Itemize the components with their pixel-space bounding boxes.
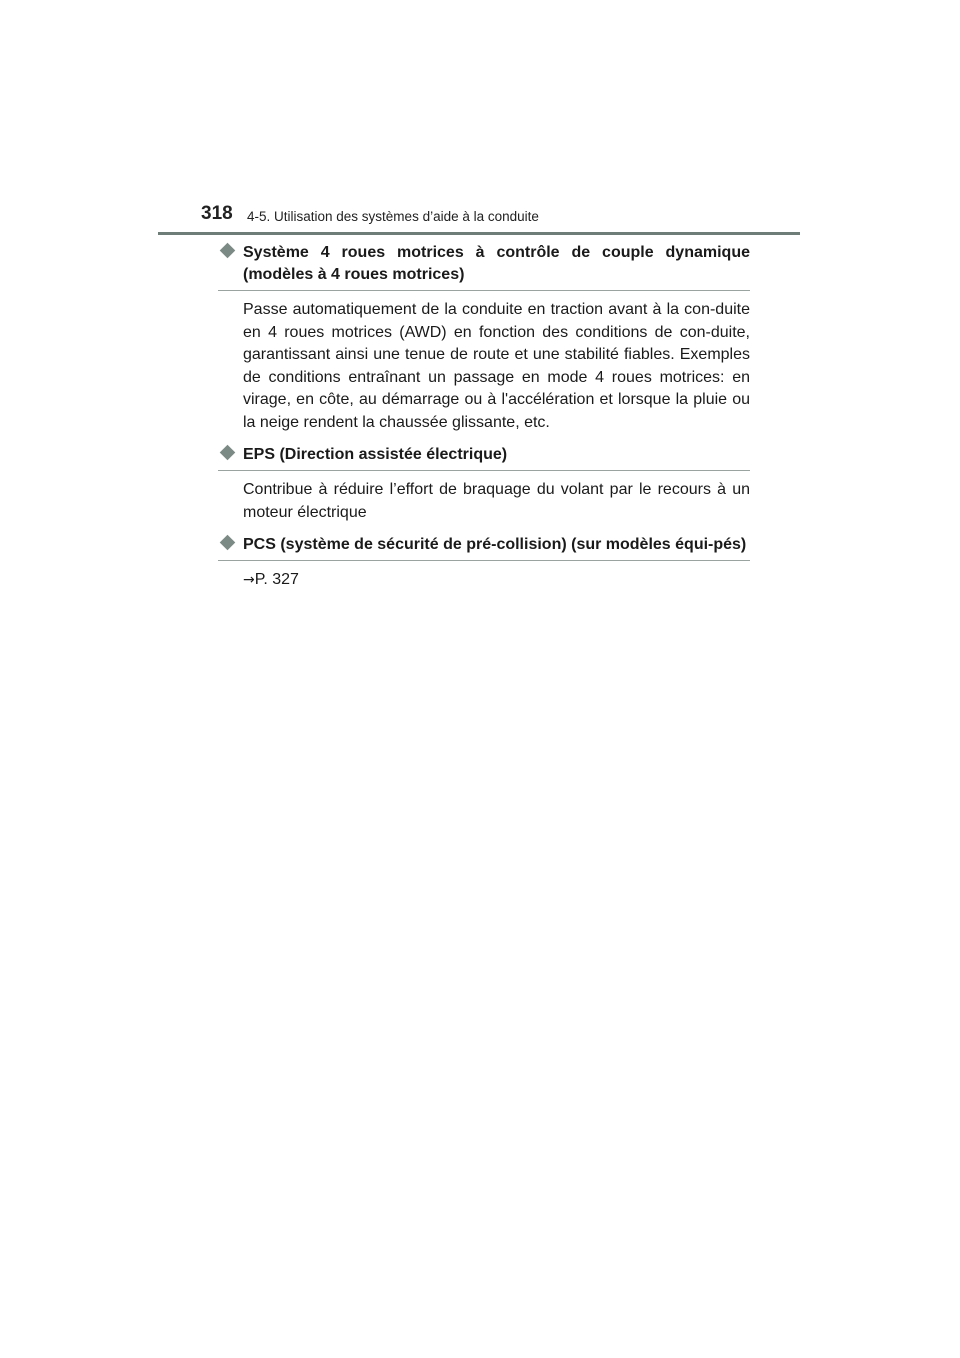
feature-item bbox=[218, 242, 750, 434]
diamond-bullet-icon bbox=[220, 243, 236, 259]
diamond-bullet-icon bbox=[220, 445, 236, 461]
section-title: 4-5. Utilisation des systèmes d’aide à la conduite bbox=[247, 209, 539, 224]
feature-description: Contribue à réduire l’effort de braquage du volant par le recours à un moteur électrique bbox=[243, 481, 750, 521]
page-reference-text: P. 327 bbox=[254, 571, 299, 588]
feature-item bbox=[218, 534, 750, 592]
feature-heading bbox=[218, 444, 750, 471]
arrow-right-icon: → bbox=[243, 572, 255, 588]
feature-heading-text: PCS (système de sécurité de pré-collision) (sur modèles équi-pés) bbox=[243, 536, 747, 553]
page-number: 318 bbox=[201, 203, 233, 224]
page-reference[interactable] bbox=[218, 561, 750, 592]
feature-item bbox=[218, 444, 750, 524]
page-header bbox=[0, 200, 960, 240]
page-content bbox=[218, 242, 750, 602]
feature-heading bbox=[218, 242, 750, 291]
feature-heading-text: Système 4 roues motrices à contrôle de couple dynamique (modèles à 4 roues motrices) bbox=[243, 244, 750, 283]
feature-heading bbox=[218, 534, 750, 561]
feature-description: Passe automatiquement de la conduite en traction avant à la con-duite en 4 roues motrices (AWD) en fonction des conditions de con-duite, garantissant ainsi une tenue de route et une stabilité fiables. Exemples de conditions entraînant un passage en mode 4 roues motrices: en virage, en côte, au démarrage ou à l'accélération et lorsque la pluie ou la neige rendent la chaussée glissante, etc. bbox=[243, 301, 750, 431]
diamond-bullet-icon bbox=[220, 535, 236, 551]
feature-heading-text: EPS (Direction assistée électrique) bbox=[243, 446, 508, 463]
header-divider bbox=[158, 232, 800, 235]
